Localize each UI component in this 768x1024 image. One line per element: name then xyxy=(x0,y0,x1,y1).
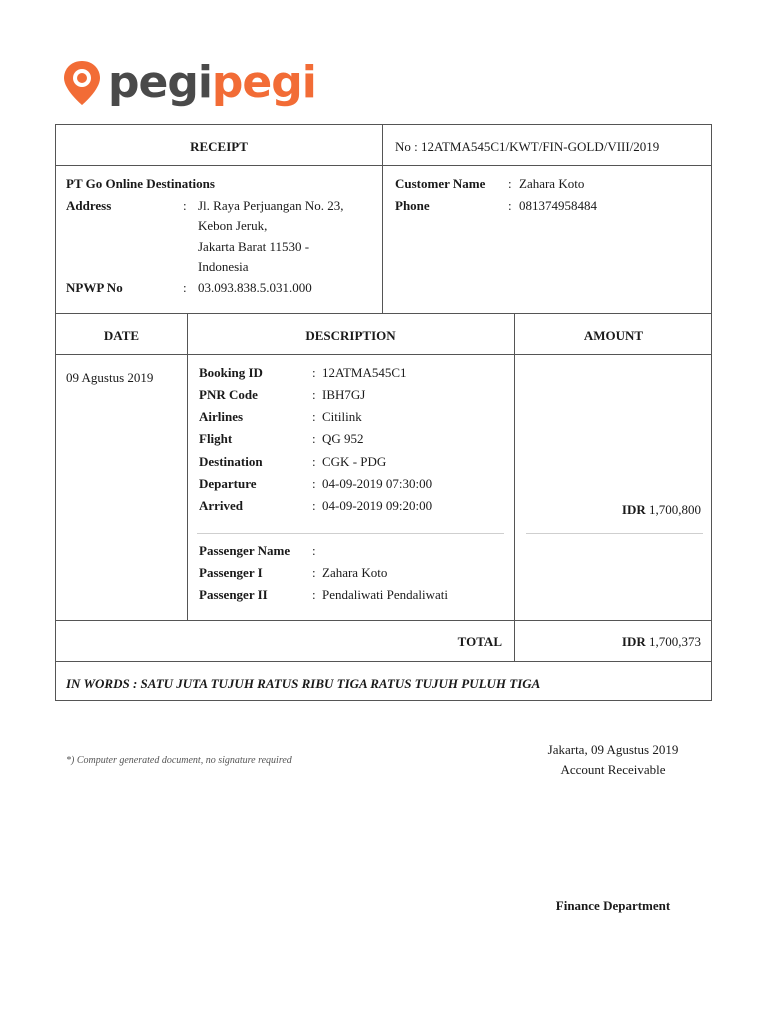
computer-generated-note: *) Computer generated document, no signature required xyxy=(66,755,292,766)
amount-value: 1,700,800 xyxy=(649,502,701,517)
passenger-label: Passenger I xyxy=(199,565,263,580)
place-date: Jakarta, 09 Agustus 2019 xyxy=(547,742,679,757)
colon: : xyxy=(312,387,316,402)
receipt-table xyxy=(55,124,712,701)
divider xyxy=(514,313,515,661)
detail-value: CGK - PDG xyxy=(322,454,387,469)
detail-label: Flight xyxy=(199,431,233,446)
detail-label: PNR Code xyxy=(199,387,258,402)
detail-value: Citilink xyxy=(322,409,362,424)
divider xyxy=(382,125,383,313)
signatory-role: Account Receivable xyxy=(560,762,666,777)
npwp-value: 03.093.838.5.031.000 xyxy=(198,280,312,295)
colon: : xyxy=(312,498,316,513)
column-header-amount: AMOUNT xyxy=(583,328,644,343)
passenger-value: Pendaliwati Pendaliwati xyxy=(322,587,449,602)
detail-label: Airlines xyxy=(199,409,244,424)
finance-department: Finance Department xyxy=(555,898,671,913)
receipt-title: RECEIPT xyxy=(190,139,248,154)
address-line-2: Kebon Jeruk, xyxy=(198,218,268,233)
detail-value: IBH7GJ xyxy=(322,387,366,402)
passenger-label: Passenger II xyxy=(199,587,268,602)
colon: : xyxy=(183,198,187,213)
divider xyxy=(56,661,711,662)
currency-code: IDR xyxy=(621,502,646,517)
detail-value: 04-09-2019 07:30:00 xyxy=(322,476,433,491)
receipt-number: No : 12ATMA545C1/KWT/FIN-GOLD/VIII/2019 xyxy=(395,139,660,154)
colon: : xyxy=(312,454,316,469)
thin-divider xyxy=(197,533,504,534)
address-label: Address xyxy=(66,198,112,213)
detail-value: 04-09-2019 09:20:00 xyxy=(322,498,433,513)
npwp-label: NPWP No xyxy=(66,280,123,295)
colon: : xyxy=(508,198,512,213)
total-value: 1,700,373 xyxy=(649,634,701,649)
divider xyxy=(56,165,711,166)
customer-name-value: Zahara Koto xyxy=(519,176,585,191)
colon: : xyxy=(183,280,187,295)
column-header-description: DESCRIPTION xyxy=(305,328,396,343)
amount-in-words: IN WORDS : SATU JUTA TUJUH RATUS RIBU TIGA RATUS TUJUH PULUH TIGA xyxy=(66,676,541,691)
thin-divider xyxy=(526,533,703,534)
colon: : xyxy=(312,587,316,602)
detail-label: Arrived xyxy=(199,498,244,513)
divider xyxy=(187,313,188,620)
colon: : xyxy=(508,176,512,191)
brand-part-2: pegi xyxy=(211,57,316,108)
phone-value: 081374958484 xyxy=(519,198,597,213)
currency-code: IDR xyxy=(621,634,646,649)
brand-part-1: pegi xyxy=(108,57,212,108)
customer-name-label: Customer Name xyxy=(395,176,486,191)
total-amount xyxy=(622,634,701,650)
item-amount xyxy=(622,502,701,518)
detail-label: Destination xyxy=(199,454,263,469)
detail-label: Departure xyxy=(199,476,257,491)
detail-label: Booking ID xyxy=(199,365,263,380)
address-line-4: Indonesia xyxy=(198,259,249,274)
divider xyxy=(56,354,711,355)
address-line-3: Jakarta Barat 11530 - xyxy=(198,239,310,254)
detail-value: QG 952 xyxy=(322,431,364,446)
colon: : xyxy=(312,365,316,380)
colon: : xyxy=(312,543,316,558)
colon: : xyxy=(312,565,316,580)
colon: : xyxy=(312,431,316,446)
address-line-1: Jl. Raya Perjuangan No. 23, xyxy=(198,198,344,213)
item-date: 09 Agustus 2019 xyxy=(66,370,154,385)
total-label: TOTAL xyxy=(457,634,502,649)
divider xyxy=(56,620,711,621)
column-header-date: DATE xyxy=(103,328,140,343)
divider xyxy=(56,313,711,314)
phone-label: Phone xyxy=(395,198,430,213)
passenger-value: Zahara Koto xyxy=(322,565,388,580)
colon: : xyxy=(312,409,316,424)
location-pin-icon xyxy=(62,59,102,107)
passenger-label: Passenger Name xyxy=(199,543,291,558)
detail-value: 12ATMA545C1 xyxy=(322,365,407,380)
brand-wordmark xyxy=(108,57,316,108)
pegipegi-logo xyxy=(62,58,316,108)
colon: : xyxy=(312,476,316,491)
company-name: PT Go Online Destinations xyxy=(66,176,215,191)
